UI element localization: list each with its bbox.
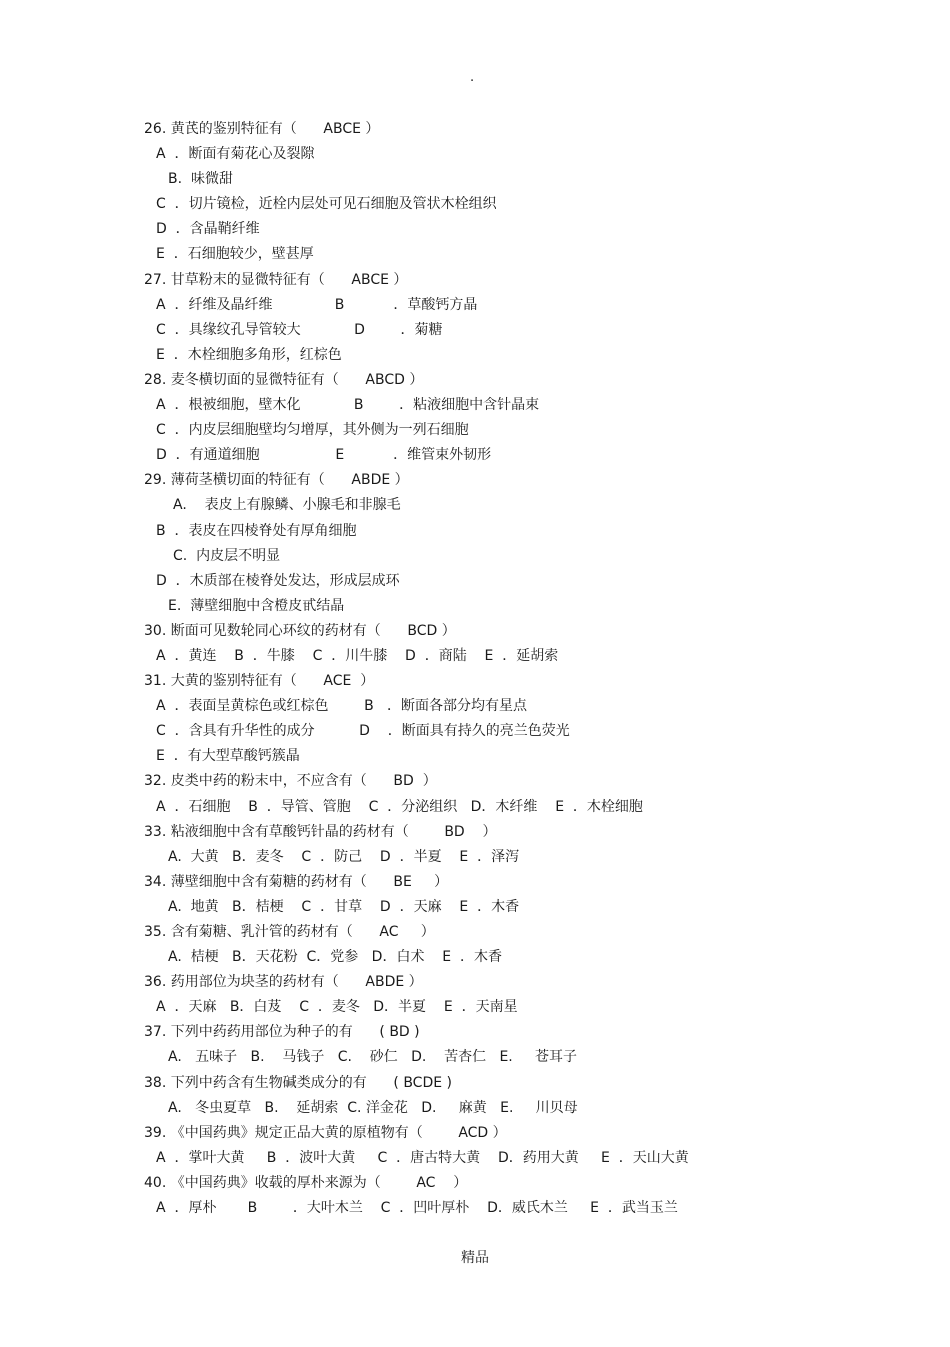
answer-options: A ．厚朴 B ．大叶木兰 C ．凹叶厚朴 D．威氏木兰 E ．武当玉兰 [156, 1200, 678, 1217]
header-mark: . [470, 70, 475, 85]
answer-options: A. 大黄 B．麦冬 C ．防己 D ．半夏 E ．泽泻 [168, 848, 520, 865]
question-stem: 27. 甘草粉末的显微特征有（ ABCE ） [144, 271, 408, 288]
question-stem: 28. 麦冬横切面的显微特征有（ ABCD ） [144, 371, 424, 388]
answer-options: A ．表面呈黄棕色或红棕色 B ．断面各部分均有星点 [156, 698, 528, 715]
answer-options: A ．纤维及晶纤维 B ．草酸钙方晶 [156, 296, 478, 313]
answer-options: C ．切片镜检，近栓内层处可见石细胞及管状木栓组织 [156, 196, 497, 213]
answer-options: E ．木栓细胞多角形，红棕色 [156, 346, 342, 363]
question-stem: 29. 薄荷茎横切面的特征有（ ABDE ） [144, 472, 409, 489]
question-stem: 37. 下列中药药用部位为种子的有 ( BD ) [144, 1024, 420, 1041]
question-stem: 38. 下列中药含有生物碱类成分的有 ( BCDE ) [144, 1074, 452, 1091]
question-stem: 33. 粘液细胞中含有草酸钙针晶的药材有（ BD ） [144, 823, 497, 840]
question-stem: 40. 《中国药典》收载的厚朴来源为（ AC ） [144, 1174, 468, 1191]
answer-options: A ．掌叶大黄 B ．波叶大黄 C ．唐古特大黄 D．药用大黄 E ．天山大黄 [156, 1149, 689, 1166]
answer-options: A. 五味子 B. 马钱子 C. 砂仁 D. 苦杏仁 E. 苍耳子 [168, 1049, 577, 1066]
answer-options: C. 内皮层不明显 [173, 547, 281, 564]
question-stem: 39. 《中国药典》规定正品大黄的原植物有（ ACD ） [144, 1124, 507, 1141]
answer-options: A. 冬虫夏草 B. 延胡索 C. 洋金花 D. 麻黄 E. 川贝母 [168, 1099, 578, 1116]
answer-options: E ．有大型草酸钙簇晶 [156, 748, 300, 765]
answer-options: C ．含具有升华性的成分 D ．断面具有持久的亮兰色荧光 [156, 723, 570, 740]
answer-options: A. 地黄 B．桔梗 C ．甘草 D ．天麻 E ．木香 [168, 898, 520, 915]
answer-options: A ．黄连 B ．牛膝 C ．川牛膝 D ．商陆 E ．延胡索 [156, 647, 559, 664]
answer-options: D ．木质部在棱脊处发达，形成层成环 [156, 572, 400, 589]
answer-options: C ．具缘纹孔导管较大 D ．菊糖 [156, 321, 443, 338]
question-stem: 31. 大黄的鉴别特征有（ ACE ） [144, 673, 375, 690]
answer-options: B ．表皮在四棱脊处有厚角细胞 [156, 522, 357, 539]
answer-options: D ．有通道细胞 E ．维管束外韧形 [156, 447, 492, 464]
question-stem: 26. 黄芪的鉴别特征有（ ABCE ） [144, 121, 380, 137]
page-footer: 精品 [461, 1250, 489, 1266]
answer-options: B. 味微甜 [168, 171, 233, 188]
question-stem: 32. 皮类中药的粉末中，不应含有（ BD ） [144, 773, 437, 790]
answer-options: A ．石细胞 B ．导管、管胞 C ．分泌组织 D．木纤维 E ．木栓细胞 [156, 798, 643, 815]
answer-options: D ．含晶鞘纤维 [156, 221, 260, 238]
answer-options: A. 表皮上有腺鳞、小腺毛和非腺毛 [173, 497, 401, 514]
question-stem: 30. 断面可见数轮同心环纹的药材有（ BCD ） [144, 622, 456, 639]
answer-options: A ．天麻 B．白芨 C ．麦冬 D．半夏 E ．天南星 [156, 999, 518, 1016]
answer-options: E ．石细胞较少，壁甚厚 [156, 246, 314, 263]
answer-options: A. 桔梗 B．天花粉 C．党参 D．白术 E ．木香 [168, 949, 502, 966]
question-stem: 34. 薄壁细胞中含有菊糖的药材有（ BE ） [144, 873, 449, 890]
question-stem: 35. 含有菊糖、乳汁管的药材有（ AC ） [144, 924, 435, 940]
answer-options: A ．根被细胞，壁木化 B ．粘液细胞中含针晶束 [156, 397, 540, 414]
question-list [0, 117, 950, 1221]
answer-options: A ．断面有菊花心及裂隙 [156, 146, 315, 163]
question-stem: 36. 药用部位为块茎的药材有（ ABDE ） [144, 974, 423, 991]
answer-options: E. 薄壁细胞中含橙皮甙结晶 [168, 597, 345, 614]
answer-options: C ．内皮层细胞壁均匀增厚，其外侧为一列石细胞 [156, 422, 469, 439]
